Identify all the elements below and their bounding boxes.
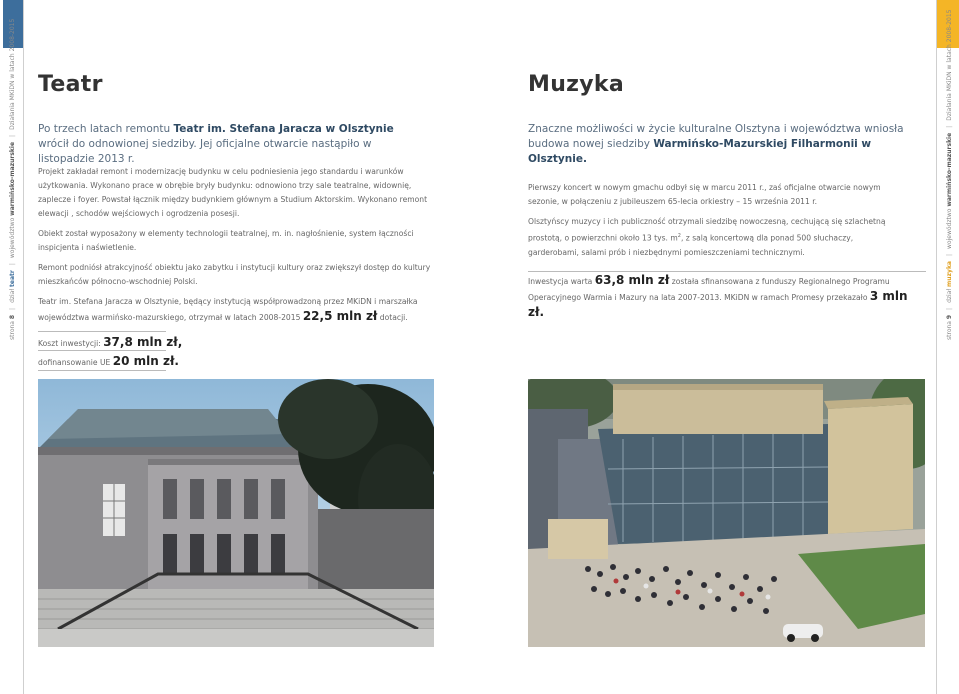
muzyka-paragraph-2 xyxy=(528,215,888,260)
muzyka-paragraph-2-text: Olsztyńscy muzycy i ich publiczność otrzymali siedzibę nowoczesną, cechującą się szlachetną prostotą, o powierzchni około 13 tys. m xyxy=(528,217,886,243)
teatr-eu-line xyxy=(38,352,198,372)
muzyka-lead-text: Znaczne możliwości w życie kulturalne Olsztyna i województwa wniosła budowa nowej siedziby xyxy=(528,123,904,150)
teatr-lead xyxy=(38,122,408,167)
teatr-paragraph-3: Remont podniósł atrakcyjność obiektu jako zabytku i instytucji kultury oraz zwiększył dostęp do kultury mieszkańców północno-wschodniej Polski. xyxy=(38,263,431,286)
left-margin-running-text: strona 8|dział teatr|województwo warmińsko-mazurskie|Działania MKiDN w latach 2008-2015 xyxy=(9,18,16,340)
muzyka-body xyxy=(528,181,888,260)
right-region-prefix: województwo xyxy=(946,206,953,249)
teatr-eu-label: dofinansowanie UE xyxy=(38,358,113,367)
muzyka-photo xyxy=(528,379,925,647)
muzyka-title: Muzyka xyxy=(528,72,624,97)
left-region-prefix: województwo xyxy=(9,215,16,259)
teatr-cost-bottom-rule xyxy=(38,370,166,371)
muzyka-promesa-amount: 3 mln zł. xyxy=(528,289,908,319)
right-rail-divider xyxy=(936,0,937,694)
left-section-label: dział xyxy=(9,286,16,303)
teatr-lead-start: Po trzech latach remontu xyxy=(38,123,174,135)
right-page-label: strona xyxy=(946,319,953,340)
muzyka-paragraph-1: Pierwszy koncert w nowym gmachu odbył się w marcu 2011 r., zaś oficjalne otwarcie nowym sezonie, w połączeniu z jubileuszem 65-lecia orkiestry – 15 września 2011 r. xyxy=(528,183,881,206)
left-page-label: strona xyxy=(9,319,16,340)
muzyka-area-superscript: 2 xyxy=(677,233,681,239)
teatr-paragraph-4 xyxy=(38,295,438,325)
muzyka-investment-middle: została sfinansowana z funduszy Regionalnego Programu Operacyjnego Warmia i Mazury na lata 2007-2013. MKiDN w ramach Promesy przekazało xyxy=(528,277,890,302)
teatr-lead-end: wrócił do odnowionej siedziby. Jej oficjalne otwarcie nastąpiło w listopadzie 2013 r. xyxy=(38,138,372,165)
teatr-cost-value: 37,8 mln zł, xyxy=(103,335,183,349)
muzyka-photo-illustration xyxy=(528,379,925,647)
teatr-grant-amount: 22,5 mln zł xyxy=(302,309,378,323)
muzyka-investment-amount: 63,8 mln zł xyxy=(594,273,670,287)
right-section-name: muzyka xyxy=(946,261,953,287)
teatr-cost-mid-rule xyxy=(38,350,166,351)
teatr-photo xyxy=(38,379,434,647)
right-program-text: Działania MKiDN w latach 2008-2015 xyxy=(946,9,953,121)
teatr-paragraph-2: Obiekt został wyposażony w elementy technologii teatralnej, m. in. nagłośnienie, system łączności inspicjenta i naświetlenie. xyxy=(38,229,414,252)
left-region-name: warmińsko-mazurskie xyxy=(9,141,16,216)
left-program-text: Działania MKiDN w latach 2008-2015 xyxy=(9,18,16,130)
right-page-number: 9 xyxy=(946,314,953,320)
teatr-paragraph-4-text: Teatr im. Stefana Jaracza w Olsztynie, będący instytucją współprowadzoną przez MKiDN i marszałka województwa warmińsko-mazurskiego, otrzymał w latach 2008-2015 xyxy=(38,297,418,322)
muzyka-investment-text: Inwestycja warta xyxy=(528,277,595,286)
teatr-title: Teatr xyxy=(38,72,103,97)
teatr-cost-top-rule xyxy=(38,331,166,332)
teatr-paragraph-4-end: dotacji. xyxy=(377,313,408,322)
teatr-paragraph-1: Projekt zakładał remont i modernizację budynku w celu podniesienia jego standardu i warunków użytkowania. Wykonano prace w obrębie bryły budynku: odnowiono trzy sale teatralne, widownię, zaplecze i foyer. Powstał łącznik między budynkiem głównym a Studium Aktorskim. Wykonano remont elewacji , schodów wejściowych i ogrodzenia posesji. xyxy=(38,167,428,218)
left-page-number: 8 xyxy=(9,314,16,320)
muzyka-investment xyxy=(528,273,926,321)
right-margin-running-text: strona 9|dział muzyka|województwo warmińsko-mazurskie|Działania MKiDN w latach 2008-2015 xyxy=(946,9,953,340)
teatr-cost-label: Koszt inwestycji: xyxy=(38,339,104,348)
muzyka-lead xyxy=(528,122,923,167)
teatr-body xyxy=(38,165,438,325)
teatr-eu-value: 20 mln zł. xyxy=(112,354,179,368)
right-section-label: dział xyxy=(946,286,953,303)
teatr-lead-bold: Teatr im. Stefana Jaracza w Olsztynie xyxy=(173,123,394,135)
muzyka-lead-bold: Warmińsko-Mazurskiej Filharmonii w Olsztynie. xyxy=(528,138,872,165)
teatr-photo-illustration xyxy=(38,379,434,647)
right-region-name: warmińsko-mazurskie xyxy=(946,132,953,207)
left-rail-divider xyxy=(23,0,24,694)
left-section-name: teatr xyxy=(9,270,16,287)
muzyka-paragraph-2-end: , z salą koncertową dla ponad 500 słuchaczy, garderobami, salami prób i niezbędnymi pomieszczeniami technicznymi. xyxy=(528,233,854,257)
muzyka-investment-rule xyxy=(528,271,926,272)
